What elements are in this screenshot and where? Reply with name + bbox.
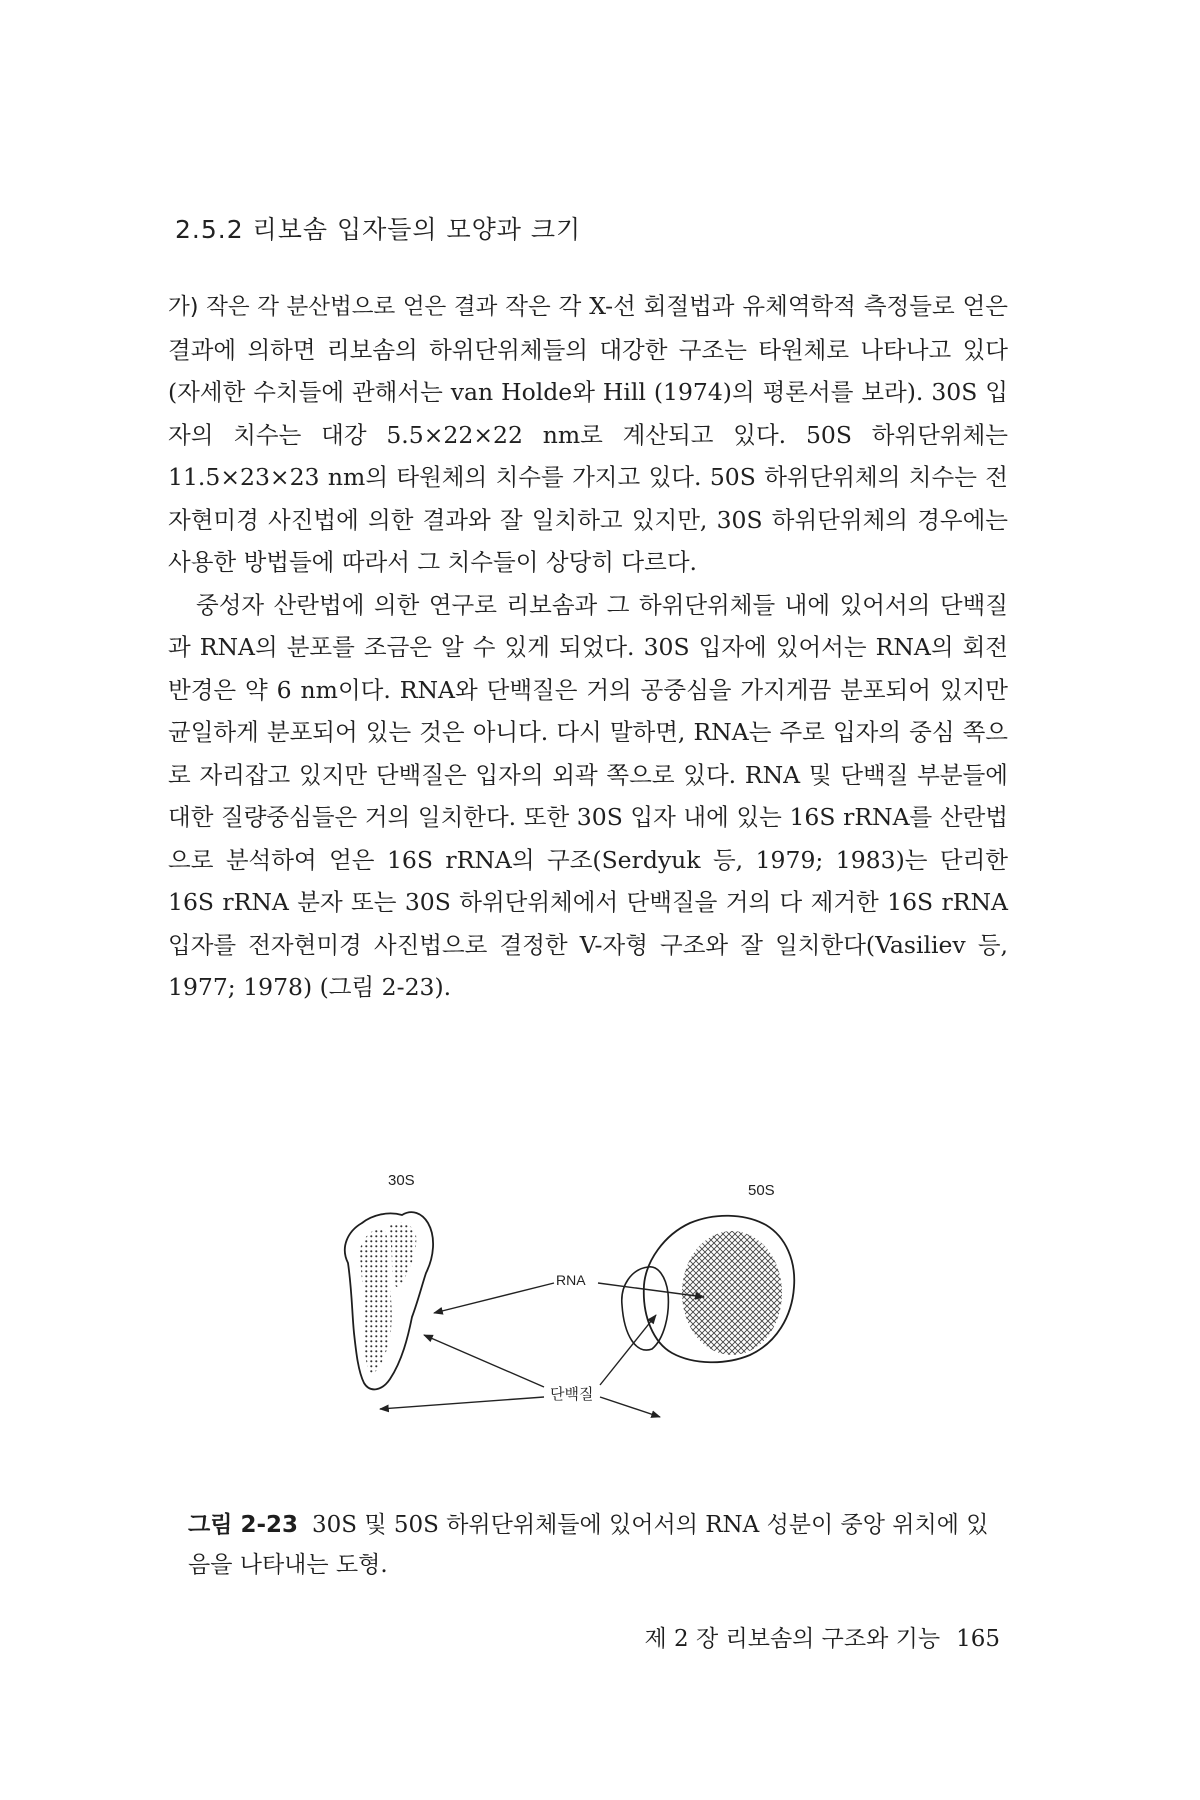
- 50s-rna-region: [682, 1231, 782, 1355]
- figure-caption: [188, 1505, 1008, 1585]
- caption-text: 30S 및 50S 하위단위체들에 있어서의 RNA 성분이 중앙 위치에 있음을 나타내는 도형.: [188, 1512, 989, 1578]
- caption-label: 그림 2-23: [188, 1512, 298, 1538]
- figure-ribosome-subunits: [330, 1165, 850, 1465]
- paragraph-1-text: 작은 각 X-선 회절법과 유체역학적 측정들로 얻은 결과에 의하면 리보솜의 하위단위체들의 대강한 구조는 타원체로 나타나고 있다(자세한 수치들에 관해서는 van Holde와 Hill (1974)의 평론서를 보라). 30S 입자의 치수는 대강 5.5×22×22 nm로 계산되고 있다. 50S 하위단위체는 11.5×23×23 nm의 타원체의 치수를 가지고 있다. 50S 하위단위체의 치수는 전자현미경 사진법에 의한 결과와 잘 일치하고 있지만, 30S 하위단위체의 경우에는 사용한 방법들에 따라서 그 치수들이 상당히 다르다.: [168, 292, 1008, 576]
- page-footer: [600, 1620, 1000, 1653]
- arrow-rna-to-30s: [434, 1283, 554, 1313]
- label-30s: 30S: [388, 1172, 415, 1189]
- label-50s: 50S: [748, 1182, 775, 1199]
- arrow-protein-to-30s-upper: [424, 1335, 544, 1387]
- body-text: [168, 285, 1008, 1009]
- ribosome-diagram: [330, 1165, 850, 1465]
- arrow-protein-to-30s-lower: [380, 1397, 544, 1409]
- paragraph-2: 중성자 산란법에 의한 연구로 리보솜과 그 하위단위체들 내에 있어서의 단백질과 RNA의 분포를 조금은 알 수 있게 되었다. 30S 입자에 있어서는 RNA의 회전반경은 약 6 nm이다. RNA와 단백질은 거의 공중심을 가지게끔 분포되어 있지만 균일하게 분포되어 있는 것은 아니다. 다시 말하면, RNA는 주로 입자의 중심 쪽으로 자리잡고 있지만 단백질은 입자의 외곽 쪽으로 있다. RNA 및 단백질 부분들에 대한 질량중심들은 거의 일치한다. 또한 30S 입자 내에 있는 16S rRNA를 산란법으로 분석하여 얻은 16S rRNA의 구조(Serdyuk 등, 1979; 1983)는 단리한 16S rRNA 분자 또는 30S 하위단위체에서 단백질을 거의 다 제거한 16S rRNA 입자를 전자현미경 사진법으로 결정한 V-자형 구조와 잘 일치한다(Vasiliev 등, 1977; 1978) (그림 2-23).: [168, 590, 1008, 1001]
- running-footer: 제 2 장 리보솜의 구조와 기능: [644, 1626, 941, 1652]
- paragraph-1: [168, 285, 1008, 584]
- page-number: 165: [956, 1626, 1000, 1652]
- 30s-rna-branch: [390, 1222, 416, 1287]
- arrow-protein-to-50s-lower: [600, 1397, 660, 1417]
- 30s-rna-region: [360, 1229, 392, 1375]
- label-rna: RNA: [556, 1272, 586, 1288]
- paragraph-lead: 가) 작은 각 분산법으로 얻은 결과: [168, 294, 498, 320]
- section-heading: 2.5.2 리보솜 입자들의 모양과 크기: [175, 215, 582, 244]
- label-protein: 단백질: [550, 1385, 594, 1403]
